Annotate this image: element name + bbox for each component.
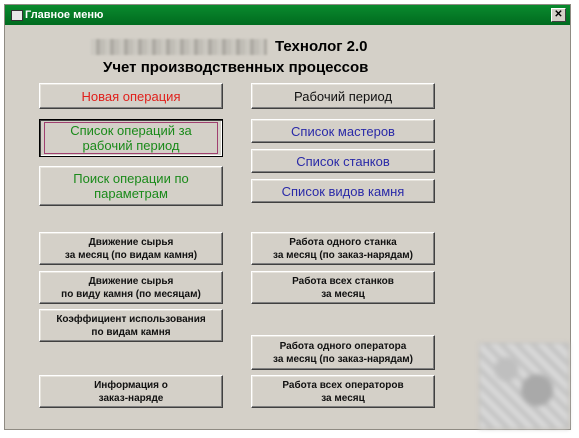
main-menu-window (4, 4, 571, 430)
close-button[interactable]: ✕ (551, 8, 566, 22)
blurred-image (479, 343, 569, 429)
app-title: Технолог 2.0 (275, 38, 368, 55)
blurred-logo (91, 39, 267, 55)
order-info-button[interactable]: Информация о заказ-наряде (39, 375, 223, 408)
working-period-button[interactable]: Рабочий период (251, 83, 435, 109)
machines-list-button[interactable]: Список станков (251, 149, 435, 173)
operations-list-label: Список операций за рабочий период (44, 122, 218, 154)
stone-types-list-button[interactable]: Список видов камня (251, 179, 435, 203)
all-operators-button[interactable]: Работа всех операторов за месяц (251, 375, 435, 408)
title-bar (5, 5, 570, 25)
usage-coefficient-button[interactable]: Коэффициент использования по видам камня (39, 309, 223, 342)
window-title: Главное меню (25, 9, 104, 21)
raw-by-month-button[interactable]: Движение сырья по виду камня (по месяцам) (39, 271, 223, 304)
one-machine-button[interactable]: Работа одного станка за месяц (по заказ-нарядам) (251, 232, 435, 265)
app-subtitle: Учет производственных процессов (103, 59, 369, 76)
operations-list-button[interactable] (39, 119, 223, 157)
new-operation-button[interactable]: Новая операция (39, 83, 223, 109)
all-machines-button[interactable]: Работа всех станков за месяц (251, 271, 435, 304)
raw-by-stone-button[interactable]: Движение сырья за месяц (по видам камня) (39, 232, 223, 265)
form-icon (11, 10, 23, 21)
masters-list-button[interactable]: Список мастеров (251, 119, 435, 143)
one-operator-button[interactable]: Работа одного оператора за месяц (по заказ-нарядам) (251, 335, 435, 370)
search-operation-button[interactable]: Поиск операции по параметрам (39, 166, 223, 206)
